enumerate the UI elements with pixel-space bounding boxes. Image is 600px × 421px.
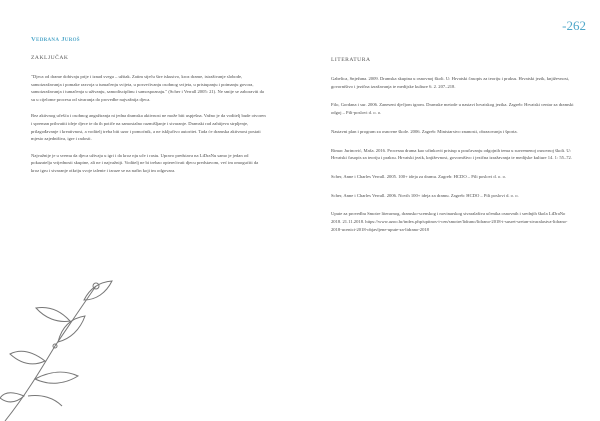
left-column [31,36,267,183]
author-name: Vedrana Juroš [31,36,80,43]
literature-heading: LITERATURA [331,57,371,63]
conclusion-heading: ZAKLJUČAK [31,55,69,61]
conclusion-paragraph-2: Bez aktivnog učešća i osobnog angažiranja ni jedna dramska aktivnost ne može biti uspješna. Važno je da voditelj bude otvoren i spreman prihvatiti ideje djece te da ih potiče na samostalno razmišljanje i stvaranje. Dramski rad zahtijeva strpljenje, prilagođavanje i kreativnost, a voditelj treba biti uzor i pomoćnik, a ne isključivo autoritet. Tada će dramska aktivnost postati mjesto zajedništva, igre i radosti. [31,113,266,142]
conclusion-paragraph-1: "Djeca od drame dobivaju prije i iznad svega – užitak. Zatim stječu šire iskustvo, kroz drame, istraživanje slobode, samoizražavanja i pomake razvoja u tumačenju svijeta, u posvećivanju osobnog svijeta, u pristupanju i poimanju govora, samoizražavanja i tumačenja u uživanju, samodisciplinu i samospoznaju." (Scher i Verrall 2005: 21). Ne smije se zaboraviti da su u cijelome procesu od stvaranja do provedbe najvažnija djeca. [31,74,264,103]
reference-2: Filo, Gordana i sur. 2006. Zaneseni dječjom igrom. Dramske metode u nastavi hrvatskog jezika. Zagreb: Hrvatski centar za dramski odgoj – Pili-poslovi d. o. o. [331,102,574,116]
reference-7: Upute za provedbu Smotre literarnog, dramsko-scenskog i novinarskog stvaralaštva učenika osnovnih i srednjih škola LiDraNo 2018. 21.11.2018. https://www.azoo.hr/index.php/upitnos-i-cen/smotre/lidrano/lidrano-2018-i-susret-sretan-stvaralastva-lidrano-2018-ucenici-2018-objavljene-upute-za-lidrano-2018 [331,211,568,232]
page-number: -262 [562,18,586,33]
reference-4: Rimac Jurinović, Maša. 2016. Procesna drama kao učinkovit pristup u poučavanju odgojnih tema u suvremenoj osnovnoj školi. U: Hrvatski časopis za teoriju i praksu. Hrvatski jezik, književnost, govorništvo i jezična izražavanja te medijske kulture 14. 1: 55–72. [331,147,572,161]
right-column [331,36,576,244]
floral-ornament-icon [0,246,120,421]
reference-6: Scher, Anne i Charles Verrall. 2006. Novih 100+ ideja za dramu. Zagreb: HCDO – Pili poslovi d. o. o. [331,192,519,198]
conclusion-paragraph-3: Najvažnije je u svemu da djeca uživaju u igri i da kroz nju uče i rastu. Upravo predstava na LiDraNu samo je jedan od pokazatelja vrijednosti skupine, ali ne i najvažniji. Voditelj ne bi trebao opterećivati djecu predstavom, već im omogućiti da kroz igru i stvaranje otkriju svoje talente i izraze se na način koji im odgovara. [31,152,259,174]
reference-3: Nastavni plan i program za osnovne škole. 2006. Zagreb: Ministarstvo znanosti, obrazovanja i športa. [331,128,518,134]
reference-1: Gabelica, Snježana. 2009. Dramska skupina u osnovnoj školi. U: Hrvatski časopis za teoriju i praksu. Hrvatski jezik, književnost, govorništvo i jezična izražavanja te medijske kulture 6. 2. 207–218. [331,76,570,89]
reference-5: Scher, Anne i Charles Verrall. 2005. 100+ ideja za dramu. Zagreb: HCDO – Pili poslovi d. o. o. [331,173,507,179]
